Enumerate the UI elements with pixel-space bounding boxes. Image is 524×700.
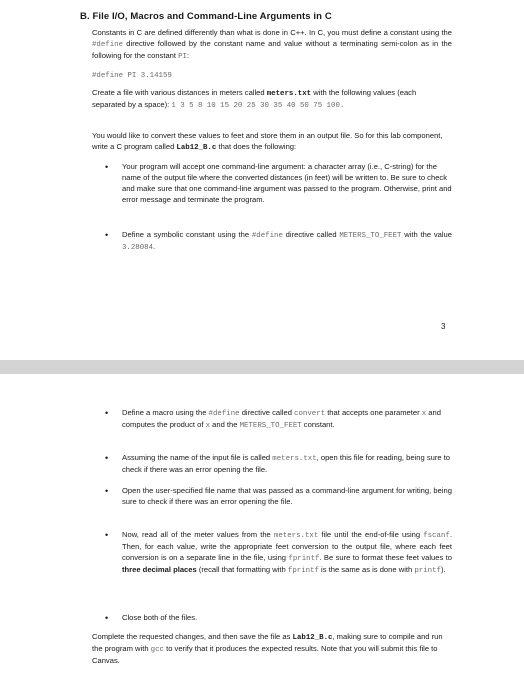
- list-item-close-files: [92, 613, 458, 624]
- text: . Be sure to format these feet values to: [319, 552, 452, 562]
- text: :: [187, 50, 190, 60]
- paragraph-create-file: [92, 88, 452, 112]
- code-example-line: [92, 70, 452, 82]
- bullet-marker: •: [105, 162, 109, 172]
- text: that accepts one parameter: [325, 408, 422, 417]
- text: You would like to convert these values to feet and store them in an output file. So for this lab component, write a C program called: [92, 131, 443, 151]
- code-fscanf: fscanf: [423, 532, 450, 540]
- text: Complete the requested changes, and then save the file as: [92, 632, 293, 641]
- bullet-marker: •: [105, 453, 109, 463]
- text: Constants in C are defined differently than what is done in C++. In C, you must define a constant using the: [92, 28, 452, 37]
- bullet-marker: •: [105, 613, 109, 623]
- text: with the following values (each separated by a space):: [92, 88, 417, 109]
- code-gcc: gcc: [150, 645, 164, 654]
- code-meters-filename: meters.txt: [273, 532, 319, 540]
- text: , making sure to compile and run the program with: [92, 632, 443, 653]
- text: constant.: [301, 419, 335, 429]
- list-item-define-macro: [92, 408, 458, 432]
- text: Assuming the name of the input file is called: [122, 453, 273, 462]
- document-page-2: [0, 374, 524, 700]
- list-item-text: [122, 453, 452, 476]
- code-meters-filename: meters.txt: [266, 90, 312, 98]
- list-item-text: Open the user-specified file name that was passed as a command-line argument for writing, being sure to check if there was an error opening the file.: [122, 486, 452, 506]
- text: , open this file for reading, being sure to check if there was an error opening the file.: [122, 453, 451, 474]
- text: and the: [210, 419, 240, 429]
- code-fprintf: fprintf: [287, 566, 319, 575]
- text: with the value: [401, 230, 452, 239]
- code-fprintf: fprintf: [288, 554, 320, 563]
- code-meters-to-feet: METERS_TO_FEET: [239, 421, 302, 430]
- bullet-marker: •: [105, 408, 109, 418]
- list-item-text: Your program will accept one command-line argument: a character array (i.e., C-string) for the name of the output file where the converted distances (in feet) will be written to. Be sure to check and make sure that one command-line argument was passed to the program. Otherwise, print and error message and terminate the program.: [122, 162, 452, 204]
- paragraph-final-instructions: [92, 632, 454, 667]
- code-meter-values: 1 3 5 8 10 15 20 25 30 35 40 50 75 100.: [171, 101, 345, 110]
- page-number: 3: [441, 322, 446, 331]
- list-item-symbolic-constant: [92, 230, 458, 254]
- code-printf: printf: [414, 566, 441, 575]
- code-pi: PI: [178, 52, 187, 61]
- text: directive called: [282, 230, 340, 239]
- text: Define a symbolic constant using the: [122, 230, 252, 239]
- list-item-read-values: [92, 530, 458, 577]
- text: is the same as is done with: [318, 564, 415, 574]
- text: Create a file with various distances in meters called: [92, 88, 267, 97]
- paragraph-convert-intro: [92, 131, 452, 154]
- list-item-text: [122, 408, 452, 432]
- text: and computes the product of: [122, 408, 441, 429]
- text: Define a macro using the: [122, 408, 209, 417]
- section-heading: B. File I/O, Macros and Command-Line Arguments in C: [80, 11, 332, 22]
- text: . Then, for each value, write the appropriate feet conversion to the output file, where each feet conversion is on a separate line in the file, using: [122, 530, 452, 562]
- code-define: #define: [251, 232, 283, 240]
- code-meters-to-feet: METERS_TO_FEET: [339, 232, 402, 240]
- code-x: x: [421, 410, 427, 418]
- list-item-text: [122, 530, 452, 577]
- text: to verify that it produces the expected results. Note that you will submit this file to Canvas.: [92, 643, 438, 665]
- page-separator: [0, 360, 524, 374]
- code-define-pi: #define PI 3.14159: [92, 72, 172, 80]
- code-define: #define: [92, 40, 124, 49]
- code-program-filename: Lab12_B.c: [292, 634, 333, 642]
- emphasis-three-decimal-places: three decimal places: [122, 564, 197, 574]
- list-item-open-input-file: [92, 453, 458, 476]
- bullet-marker: •: [105, 486, 109, 496]
- text: file until the end-of-file using: [318, 530, 424, 539]
- list-item-open-output-file: [92, 486, 458, 508]
- text: Now, read all of the meter values from the: [122, 530, 274, 539]
- bullet-marker: •: [105, 230, 109, 240]
- text: directive called: [239, 408, 295, 417]
- list-item-text: [122, 230, 452, 254]
- paragraph-constants-intro: [92, 28, 452, 63]
- bullet-marker: •: [105, 530, 109, 540]
- list-item-text: Close both of the files.: [122, 613, 198, 622]
- list-item-command-line-arg: [92, 162, 458, 206]
- code-program-filename: Lab12_B.c: [176, 143, 217, 152]
- text: ).: [440, 564, 446, 574]
- text: directive followed by the constant name and value without a terminating semi-colon as in the following for the constant: [92, 38, 452, 60]
- code-x: x: [205, 421, 211, 430]
- code-define: #define: [208, 410, 240, 418]
- code-convert: convert: [294, 410, 326, 418]
- text: .: [153, 241, 156, 251]
- text: that does the following:: [216, 141, 297, 151]
- code-constant-value: 3.28084: [122, 243, 154, 252]
- text: (recall that formatting with: [196, 564, 288, 574]
- code-meters-filename: meters.txt: [272, 455, 317, 463]
